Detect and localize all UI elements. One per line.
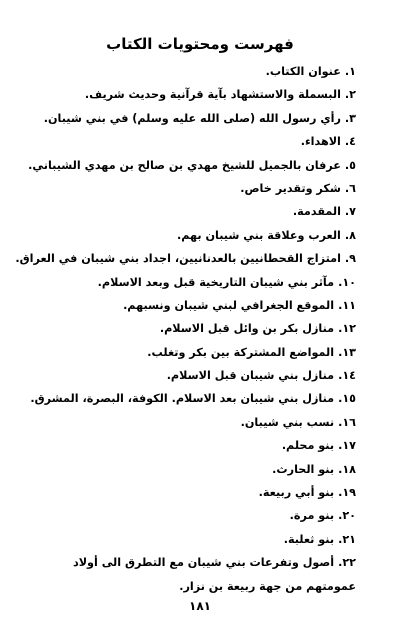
toc-item-number: ٣. [344,111,356,125]
toc-item-number: ١٩. [338,486,356,500]
page-title: فهرست ومحتويات الكتاب [106,35,294,53]
toc-item [28,83,356,106]
toc-item-number: ١٦. [338,415,356,429]
toc-item-number: ١٠. [338,275,356,289]
toc-item [28,434,356,457]
toc-item-number: ١٥. [338,392,356,406]
toc-item-text: الموقع الجغرافي لبني شيبان ونسبهم. [123,298,335,312]
toc-item [28,551,356,598]
toc-item-text: منازل بكر بن وائل قبل الاسلام. [159,322,335,336]
toc-item [28,364,356,387]
toc-item-text: بنو الحارث. [272,462,335,476]
toc-item-text: شكر وتقدير خاص. [240,181,341,195]
toc-item [28,224,356,247]
toc-item [15,247,356,270]
toc-item-number: ٢٠. [338,509,356,523]
toc-item-text: منازل بني شيبان قبل الاسلام. [166,369,335,383]
toc-item-number: ٨. [344,228,356,242]
toc-item-number: ٢. [344,88,356,102]
toc-item [28,504,356,527]
toc-item [28,294,356,317]
toc-item [28,200,356,223]
toc-item-text: المقدمة. [292,205,341,219]
toc-item [28,130,356,153]
toc-item [28,107,356,130]
toc-item-text: المواضع المشتركة بين بكر وتغلب. [147,345,335,359]
toc-item-text: امتزاج القحطانيين بالعدنانيين، اجداد بني شيبان في العراق. [15,252,341,266]
toc-item-number: ١٢. [338,322,356,336]
toc-item-text: البسملة والاستشهاد بآية قرآنية وحديث شريف. [84,88,341,102]
toc-item-number: ٢١. [338,532,356,546]
toc-item-number: ٧. [344,205,356,219]
toc-item-number: ١٧. [338,439,356,453]
toc-item-number: ١٤. [338,369,356,383]
toc-item [28,481,356,504]
toc-item-text: مآثر بني شيبان التاريخية قبل وبعد الاسلام. [97,275,335,289]
toc-item-number: ٦. [344,181,356,195]
toc-item-number: ١٣. [338,345,356,359]
toc-item-number: ٥. [344,158,356,172]
toc-item-number: ٩. [344,252,356,266]
toc-item-text: رأي رسول الله (صلى الله عليه وسلم) في بني شيبان. [43,111,341,125]
toc-item-text: بنو محلم. [281,439,335,453]
toc-item [28,177,356,200]
toc-item-number: ٢٢. [338,556,356,570]
toc-item-text: بنو ثعلبة. [283,532,335,546]
toc-item-text: نسب بني شيبان. [240,415,335,429]
table-of-contents [15,60,356,598]
toc-item-text: بنو أبي ربيعة. [258,486,335,500]
toc-item [28,341,356,364]
toc-item-text: منازل بني شيبان بعد الاسلام. الكوفة، البصرة، المشرق. [30,392,335,406]
toc-item-text: أصول وتفرعات بني شيبان مع التطرق الى أولاد عمومتهم من جهة ربيعة بن نزار. [72,556,356,593]
toc-item-number: ٤. [344,135,356,149]
toc-item [28,528,356,551]
toc-item [28,317,356,340]
toc-item [28,411,356,434]
toc-item-text: بنو مرة. [289,509,335,523]
toc-item [28,271,356,294]
toc-item-text: العرب وعلاقة بني شيبان بهم. [176,228,341,242]
toc-item [28,387,356,410]
page-number: ١٨١ [189,599,211,613]
toc-item [28,154,356,177]
toc-item [28,458,356,481]
toc-item-number: ١١. [338,298,356,312]
toc-item-text: عرفان بالجميل للشيخ مهدي بن صالح بن مهدي الشيباني. [28,158,341,172]
toc-item-text: عنوان الكتاب. [265,65,341,78]
toc-item-number: ١٨. [338,462,356,476]
toc-item [28,60,356,83]
toc-item-text: الاهداء. [300,135,341,149]
toc-item-number: ١. [344,65,356,78]
